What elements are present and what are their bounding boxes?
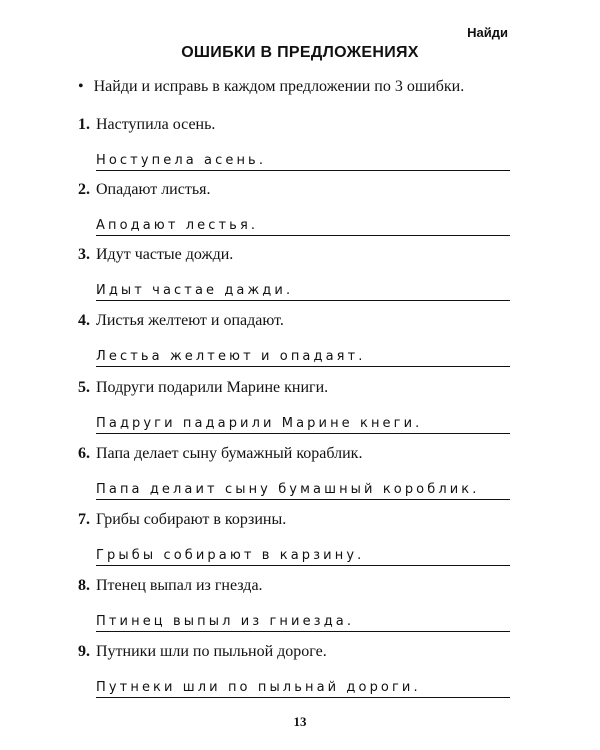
- sentence-text: Подруги подарили Марине книги.: [96, 379, 329, 396]
- answer-text: Ноступела асень.: [96, 153, 267, 168]
- sentence-text: Наступила осень.: [96, 116, 216, 133]
- answer-line: [96, 675, 510, 698]
- answer-text: Падруги падарили Марине кнеги.: [96, 416, 423, 431]
- exercise-number: 9.: [78, 643, 90, 660]
- answer-line: [96, 344, 510, 367]
- exercise-number: 6.: [78, 445, 90, 462]
- answer-text: Грыбы собирают в карзину.: [96, 548, 365, 563]
- exercise-sentence: [78, 576, 510, 596]
- sentence-text: Грибы собирают в корзины.: [96, 511, 287, 528]
- exercise-number: 2.: [78, 181, 90, 198]
- answer-line: [96, 609, 510, 632]
- exercise-number: 8.: [78, 577, 90, 594]
- section-tag: Найди: [467, 25, 508, 40]
- exercise-sentence: [78, 444, 510, 464]
- exercise-item: [78, 444, 510, 504]
- answer-line: [96, 411, 510, 434]
- answer-text: Лестьа желтеют и опадаят.: [96, 349, 366, 364]
- answer-line: [96, 278, 510, 301]
- sentence-text: Путники шли по пыльной дороге.: [96, 643, 327, 660]
- answer-text: Папа делаит сыну бумашный короблик.: [96, 482, 480, 497]
- answer-text: Идыт частае дажди.: [96, 283, 294, 298]
- answer-text: Аподают лестья.: [96, 218, 259, 233]
- bullet-icon: •: [78, 78, 84, 95]
- exercise-sentence: [78, 378, 510, 398]
- exercise-number: 3.: [78, 246, 90, 263]
- exercise-sentence: [78, 180, 510, 200]
- exercise-item: [78, 245, 510, 305]
- exercise-sentence: [78, 510, 510, 530]
- answer-line: [96, 543, 510, 566]
- exercise-item: [78, 642, 510, 702]
- answer-line: [96, 213, 510, 236]
- answer-line: [96, 477, 510, 500]
- exercise-item: [78, 576, 510, 636]
- answer-line: [96, 148, 510, 171]
- instruction-text: Найди и исправь в каждом предложении по 3 ошибки.: [93, 78, 465, 95]
- sentence-text: Птенец выпал из гнезда.: [96, 577, 263, 594]
- exercise-item: [78, 378, 510, 438]
- exercise-sentence: [78, 115, 510, 135]
- sentence-text: Идут частые дожди.: [96, 246, 234, 263]
- sentence-text: Листья желтеют и опадают.: [96, 312, 284, 329]
- page-number: 13: [293, 714, 307, 729]
- page-title: ОШИБКИ В ПРЕДЛОЖЕНИЯХ: [181, 44, 419, 61]
- answer-text: Птинец выпыл из гниезда.: [96, 614, 355, 629]
- exercise-item: [78, 180, 510, 240]
- exercise-number: 5.: [78, 379, 90, 396]
- exercise-item: [78, 115, 510, 175]
- exercise-number: 4.: [78, 312, 90, 329]
- exercise-item: [78, 510, 510, 570]
- exercise-item: [78, 311, 510, 371]
- sentence-text: Папа делает сыну бумажный кораблик.: [96, 445, 363, 462]
- exercise-sentence: [78, 642, 510, 662]
- exercise-sentence: [78, 311, 510, 331]
- exercise-sentence: [78, 245, 510, 265]
- exercise-number: 7.: [78, 511, 90, 528]
- sentence-text: Опадают листья.: [96, 181, 211, 198]
- exercise-number: 1.: [78, 116, 90, 133]
- answer-text: Путнеки шли по пыльнай дороги.: [96, 680, 421, 695]
- instruction: [78, 78, 464, 96]
